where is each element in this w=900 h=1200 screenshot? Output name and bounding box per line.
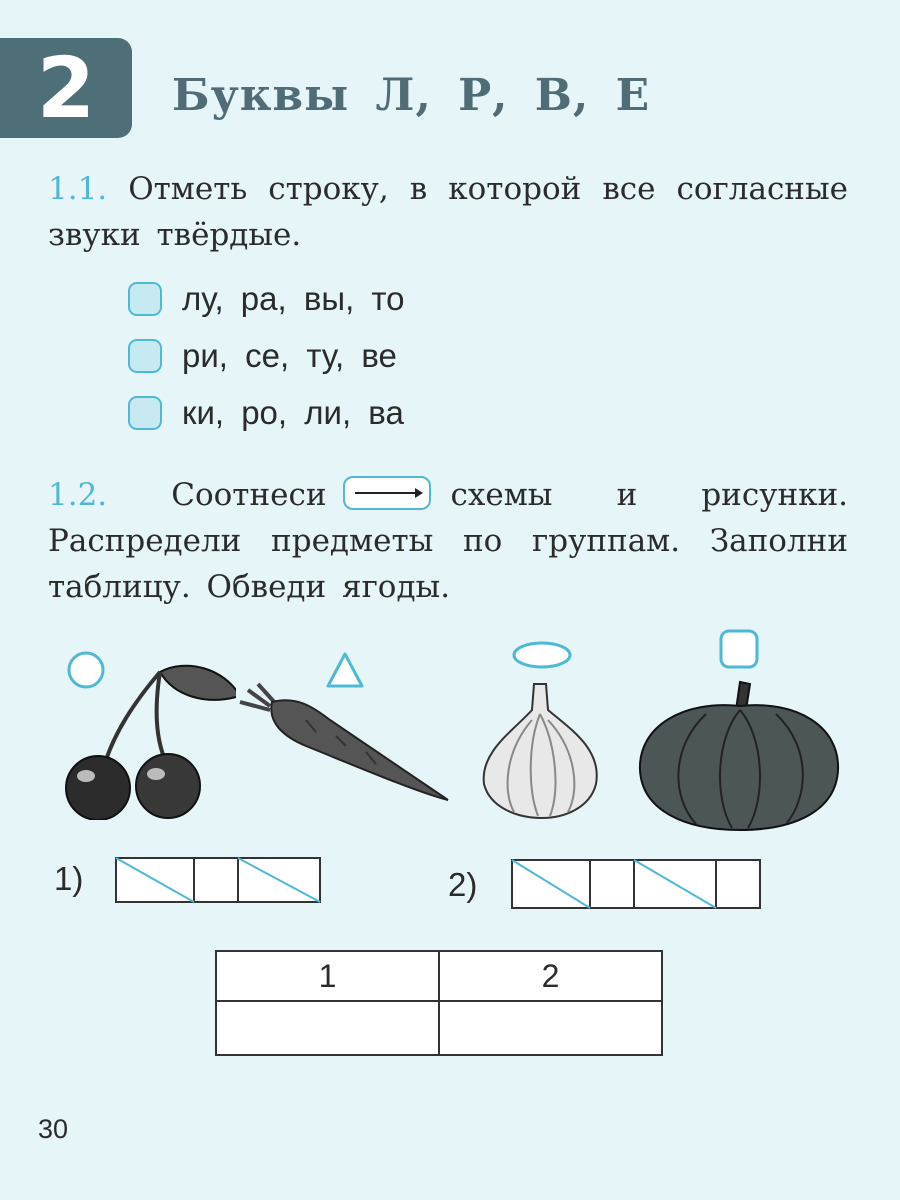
task-1-1-options bbox=[128, 270, 405, 441]
pumpkin-icon bbox=[636, 678, 842, 832]
task-1-1-text: Отметь строку, в которой все согласные звуки твёрдые. bbox=[48, 171, 848, 253]
chapter-badge bbox=[0, 38, 132, 138]
option-1-checkbox[interactable] bbox=[128, 282, 162, 316]
carrot-icon bbox=[236, 680, 456, 810]
option-3-checkbox[interactable] bbox=[128, 396, 162, 430]
square-symbol-icon bbox=[718, 628, 760, 670]
table-answer-row bbox=[216, 1001, 662, 1055]
chapter-number: 2 bbox=[36, 39, 96, 137]
option-row-2[interactable] bbox=[128, 327, 405, 384]
table-answer-cell-2[interactable] bbox=[439, 1001, 662, 1055]
task-1-1-number: 1.1. bbox=[48, 171, 108, 207]
option-row-1[interactable] bbox=[128, 270, 405, 327]
answer-table bbox=[215, 950, 663, 1056]
task-1-2-text-rest: схемы и рисунки. Распредели предметы по группам. Заполни таблицу. Обведи ягоды. bbox=[48, 477, 848, 605]
scheme-2 bbox=[510, 858, 764, 910]
task-1-2-text-start: Соотнеси bbox=[171, 477, 327, 513]
cherry-icon bbox=[56, 650, 236, 820]
garlic-icon bbox=[472, 680, 612, 820]
chapter-title: Буквы Л, Р, В, Е bbox=[172, 70, 651, 121]
option-3-label: ки, ро, ли, ва bbox=[182, 393, 404, 431]
option-2-checkbox[interactable] bbox=[128, 339, 162, 373]
table-header-2: 2 bbox=[439, 951, 662, 1001]
task-1-2 bbox=[48, 472, 848, 610]
table-header-1: 1 bbox=[216, 951, 439, 1001]
task-1-2-number: 1.2. bbox=[48, 477, 108, 513]
table-header-row bbox=[216, 951, 662, 1001]
task-1-1 bbox=[48, 166, 848, 258]
option-1-label: лу, ра, вы, то bbox=[182, 279, 405, 317]
option-2-label: ри, се, ту, ве bbox=[182, 336, 397, 374]
oval-symbol-icon bbox=[510, 638, 574, 672]
table-answer-cell-1[interactable] bbox=[216, 1001, 439, 1055]
scheme-1-label: 1) bbox=[54, 860, 84, 897]
scheme-2-label: 2) bbox=[448, 866, 478, 903]
match-arrow-icon bbox=[343, 476, 431, 510]
option-row-3[interactable] bbox=[128, 384, 405, 441]
scheme-1 bbox=[114, 856, 324, 904]
page-number: 30 bbox=[38, 1114, 69, 1144]
pictures-row bbox=[40, 620, 860, 840]
